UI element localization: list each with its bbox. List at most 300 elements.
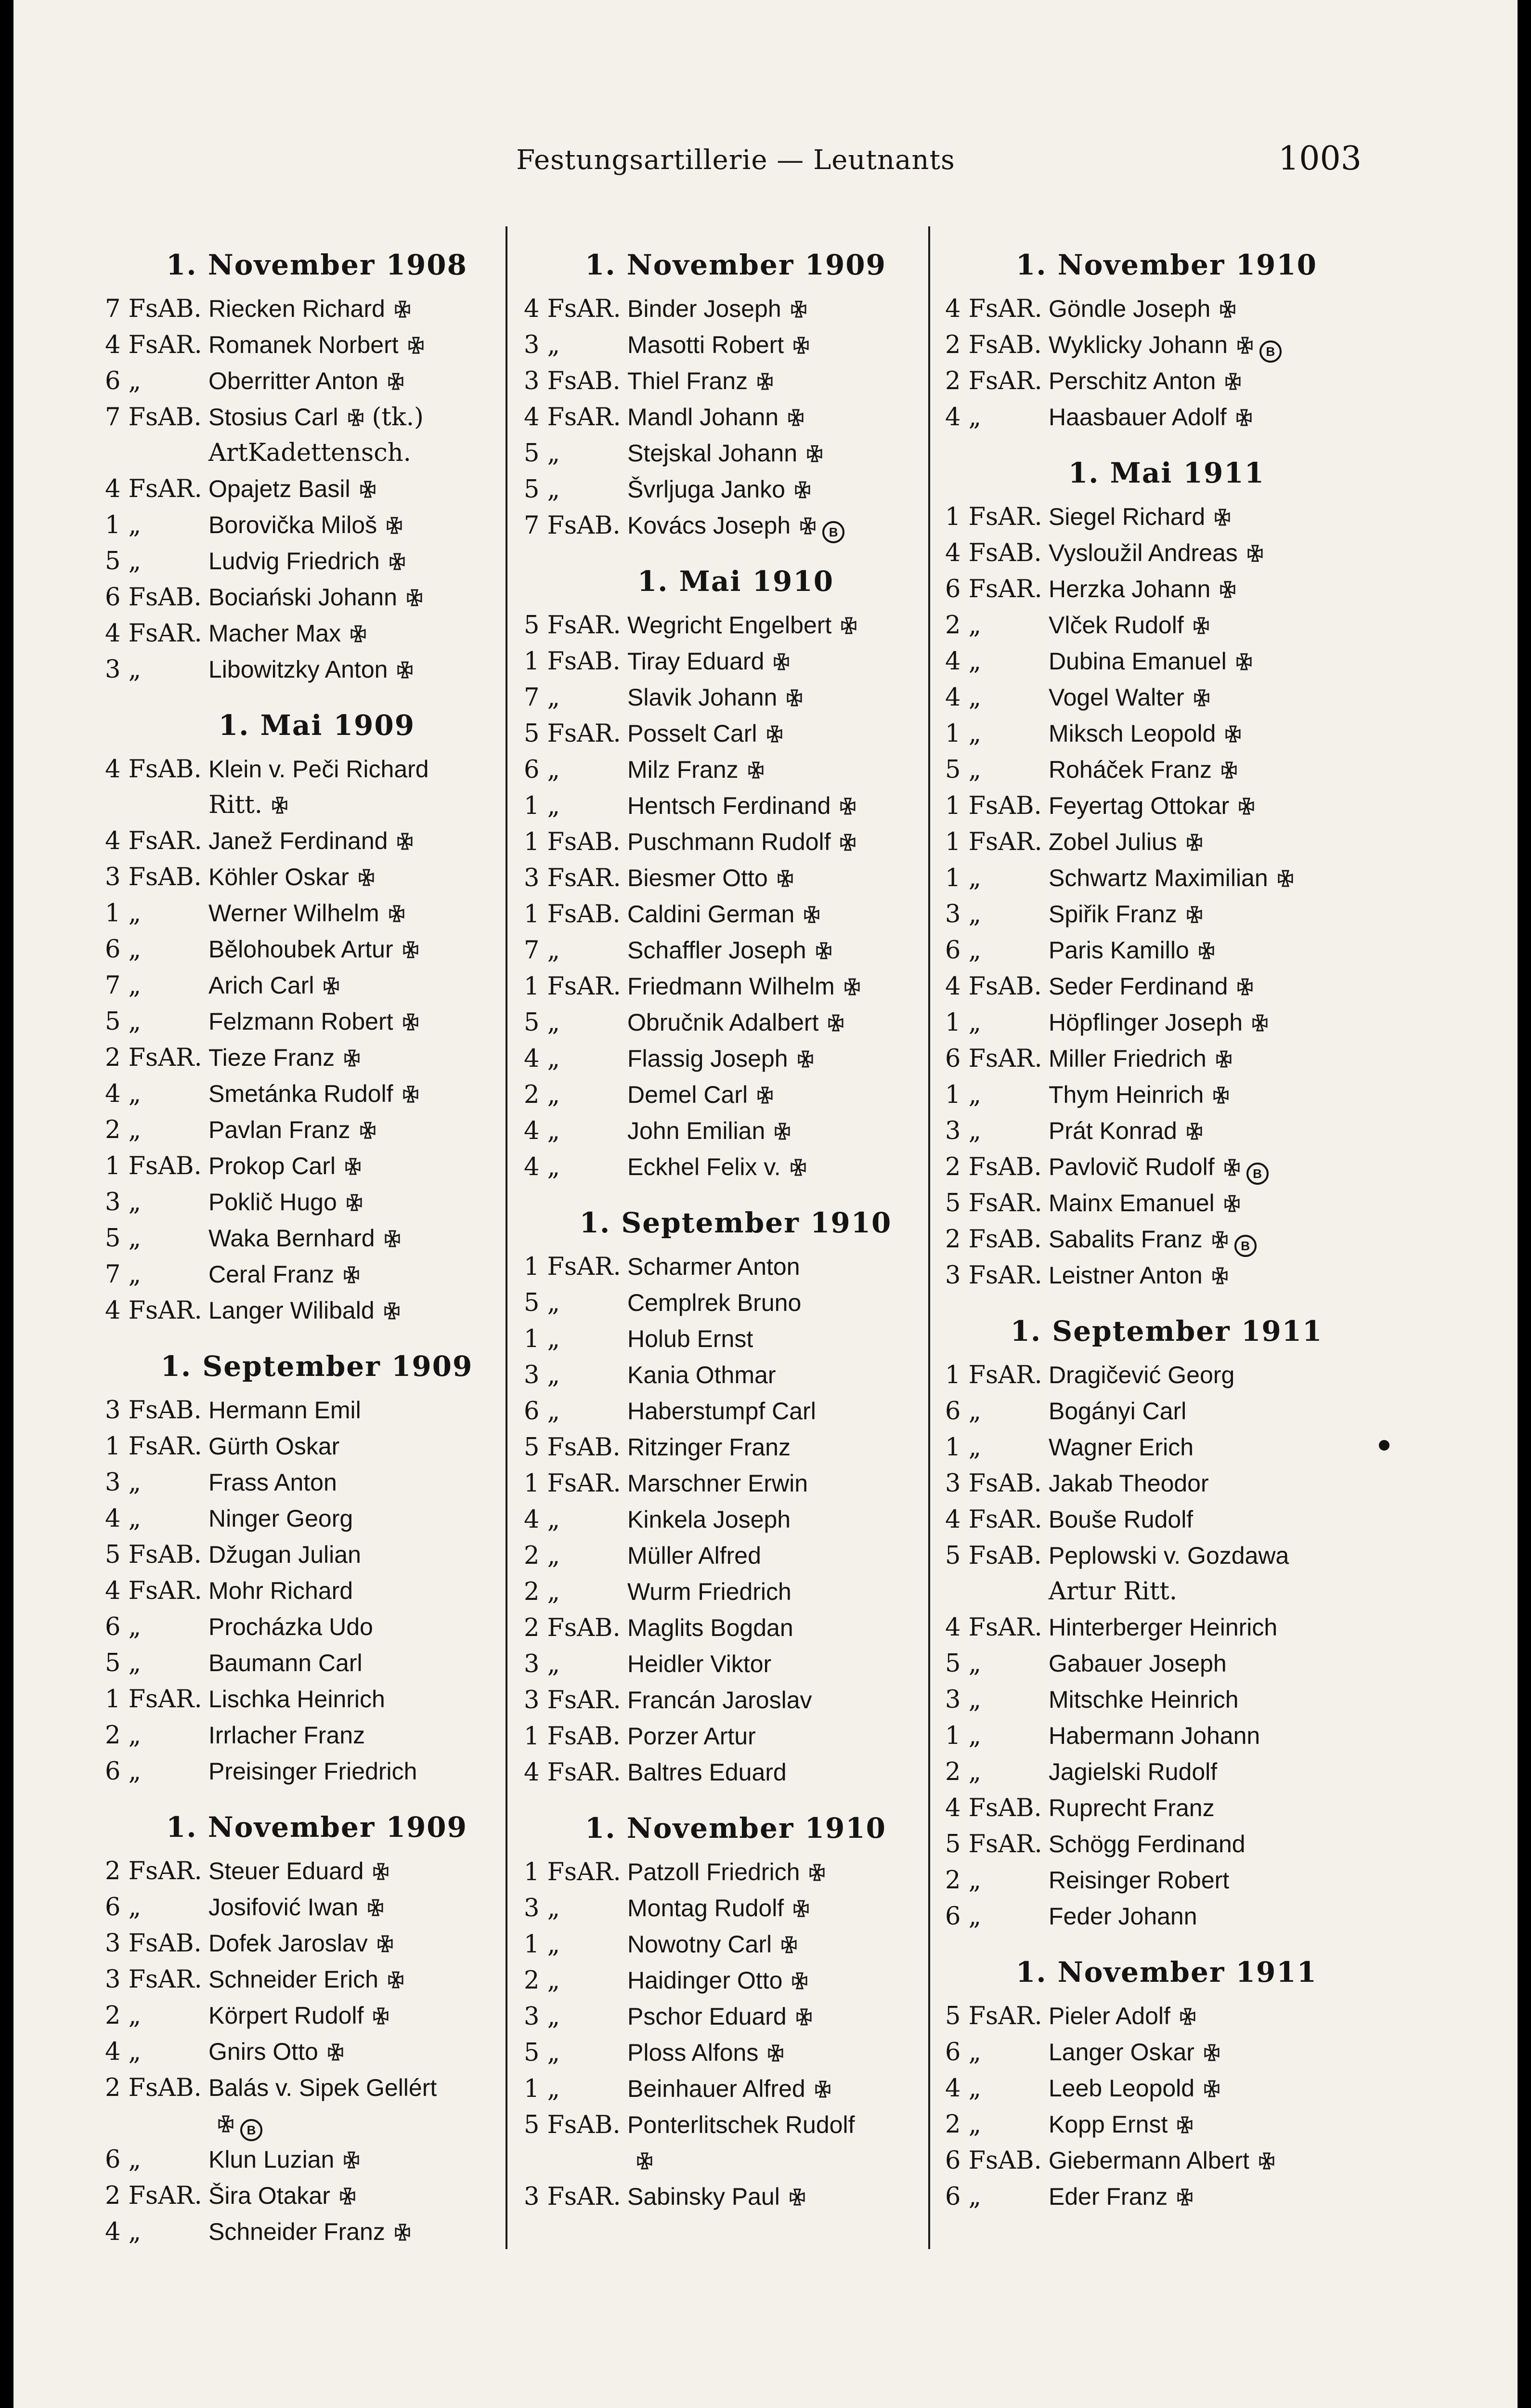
- unit-designation: 2 „: [524, 1578, 560, 1606]
- cross-pattee-icon: [789, 301, 808, 320]
- officer-name: Sabinsky Paul: [627, 2183, 780, 2210]
- officer-entry: [105, 471, 529, 507]
- officer-entry: [945, 1393, 1388, 1429]
- unit-designation: 3 „: [945, 900, 982, 929]
- officer-name: Flassig Joseph: [627, 1045, 788, 1072]
- officer-entry: [945, 716, 1388, 752]
- unit-designation: 4 FsAR.: [524, 1758, 621, 1787]
- officer-entry: [945, 860, 1388, 896]
- officer-entry: [524, 1890, 947, 1926]
- officer-entry: [105, 615, 529, 652]
- cross-pattee-icon: [338, 2187, 357, 2207]
- unit-designation: 1 FsAR.: [524, 1858, 621, 1886]
- unit-designation: 1 „: [524, 1325, 560, 1353]
- cross-pattee-icon: [405, 589, 424, 608]
- officer-name: Gürth Oskar: [208, 1433, 340, 1460]
- officer-name: Giebermann Albert: [1049, 2147, 1249, 2174]
- unit-designation: 1 „: [945, 1008, 982, 1037]
- officer-name: Steuer Eduard: [208, 1858, 364, 1885]
- officer-name: Körpert Rudolf: [208, 2002, 364, 2029]
- page-number: 1003: [1278, 140, 1362, 178]
- unit-designation: 6 FsAR.: [945, 575, 1042, 603]
- unit-designation: 6 „: [945, 2183, 982, 2211]
- officer-name: Francán Jaroslav: [627, 1687, 812, 1714]
- officer-name: Jagielski Rudolf: [1049, 1758, 1218, 1785]
- cross-pattee-icon: [791, 337, 811, 356]
- unit-designation: 2 „: [945, 2110, 982, 2139]
- officer-name: Procházka Udo: [208, 1613, 373, 1640]
- cross-pattee-icon: [794, 2008, 814, 2028]
- officer-entry: [945, 291, 1388, 327]
- section-heading: 1. Mai 1911: [1068, 457, 1265, 489]
- cross-pattee-icon: [790, 1972, 809, 1991]
- officer-entry: [945, 968, 1388, 1005]
- unit-designation: 2 „: [945, 611, 982, 640]
- officer-name: Herzka Johann: [1049, 576, 1211, 602]
- unit-designation: 4 „: [105, 2218, 142, 2246]
- cross-pattee-icon: [779, 1936, 799, 1955]
- unit-designation: 1 „: [945, 1722, 982, 1750]
- unit-designation: 1 FsAR.: [105, 1432, 202, 1461]
- unit-designation: 7 „: [524, 936, 560, 965]
- officer-entry: [524, 1429, 947, 1466]
- officer-name: Pieler Adolf: [1049, 2002, 1170, 2029]
- officer-entry: [945, 1646, 1388, 1682]
- officer-name: Ruprecht Franz: [1049, 1794, 1215, 1821]
- cross-pattee-icon: [755, 373, 775, 392]
- officer-name: Dubina Emanuel: [1049, 648, 1227, 675]
- officer-entry: [105, 895, 529, 931]
- circled-b-icon: B: [1246, 1163, 1269, 1185]
- cross-pattee-icon: [776, 870, 795, 889]
- cross-pattee-icon: [343, 1158, 363, 1177]
- section-heading: 1. November 1909: [166, 1811, 468, 1844]
- section-heading: 1. November 1910: [584, 1812, 887, 1845]
- officer-entry: [105, 2178, 529, 2214]
- unit-designation: 7 FsAB.: [105, 295, 202, 323]
- cross-pattee-icon: [386, 1971, 405, 1990]
- officer-entry: [524, 2107, 947, 2143]
- officer-entry: [524, 1854, 947, 1890]
- book-page: [13, 0, 1518, 2408]
- officer-entry: [105, 2214, 529, 2250]
- unit-designation: 1 FsAR.: [945, 828, 1042, 856]
- officer-entry: [945, 1826, 1388, 1862]
- circled-b-icon: B: [822, 521, 844, 543]
- unit-designation: 6 „: [945, 1902, 982, 1931]
- officer-name: Balás v. Sipek Gellért: [208, 2074, 437, 2101]
- cross-pattee-icon: [789, 1159, 808, 1178]
- cross-pattee-icon: [755, 1086, 775, 1106]
- officer-name: Slavik Johann: [627, 684, 778, 711]
- cross-pattee-icon: [746, 761, 766, 781]
- officer-entry: [105, 1256, 529, 1293]
- unit-designation: 3 „: [105, 1468, 142, 1497]
- unit-designation: 3 FsAR.: [524, 864, 621, 892]
- officer-name: Pavlovič Rudolf: [1049, 1153, 1215, 1180]
- officer-name: Mitschke Heinrich: [1049, 1686, 1239, 1713]
- unit-designation: 4 FsAR.: [524, 295, 621, 323]
- officer-entry: [524, 1999, 947, 2035]
- officer-name: Marschner Erwin: [627, 1470, 808, 1497]
- officer-entry: [105, 751, 529, 787]
- running-title: Festungsartillerie — Leutnants: [516, 144, 955, 176]
- officer-entry: [945, 1502, 1388, 1538]
- officer-name: Haasbauer Adolf: [1049, 404, 1227, 431]
- cross-pattee-icon: [826, 1014, 845, 1034]
- officer-name: Thiel Franz: [627, 367, 748, 394]
- officer-entry: [945, 1077, 1388, 1113]
- officer-name: Vogel Walter: [1049, 684, 1184, 711]
- officer-name: Binder Joseph: [627, 295, 781, 322]
- officer-entry: [105, 327, 529, 363]
- cross-pattee-icon: [371, 1863, 390, 1882]
- cross-pattee-icon: [1210, 1231, 1230, 1250]
- unit-designation: 5 „: [524, 475, 560, 504]
- cross-pattee-icon: [385, 517, 404, 536]
- officer-name: Šira Otakar: [208, 2182, 330, 2209]
- officer-name: Paris Kamillo: [1049, 937, 1189, 964]
- officer-entry: [524, 1926, 947, 1963]
- unit-designation: 3 FsAR.: [524, 1686, 621, 1714]
- officer-entry: [524, 1610, 947, 1646]
- officer-name: Schaffler Joseph: [627, 937, 806, 964]
- cross-pattee-icon: [216, 2115, 235, 2134]
- promotion-date-section: [524, 1204, 947, 1791]
- unit-designation: 3 „: [105, 655, 142, 684]
- unit-designation: 4 „: [524, 1505, 560, 1534]
- unit-designation: 3 FsAR.: [105, 1965, 202, 1994]
- officer-entry: [945, 752, 1388, 788]
- officer-entry: [105, 1853, 529, 1889]
- officer-name: Bogányi Carl: [1049, 1398, 1187, 1425]
- officer-entry: [524, 824, 947, 860]
- unit-designation: 4 FsAR.: [105, 331, 202, 359]
- officer-name: Montag Rudolf: [627, 1895, 784, 1922]
- promotion-date-section: [945, 1953, 1388, 2215]
- unit-designation: 3 FsAB.: [524, 367, 621, 395]
- cross-pattee-icon: [773, 1123, 792, 1142]
- cross-pattee-icon: [326, 2043, 345, 2063]
- officer-entry: [945, 1998, 1388, 2034]
- officer-entry: [105, 1609, 529, 1645]
- officer-name: Beinhauer Alfred: [627, 2075, 805, 2102]
- officer-entry: [105, 2034, 529, 2070]
- officer-name: Ponterlitschek Rudolf: [627, 2111, 855, 2138]
- officer-entry: [524, 1249, 947, 1285]
- cross-pattee-icon: [388, 553, 407, 572]
- officer-name: Ritzinger Franz: [627, 1434, 791, 1461]
- unit-designation: 2 „: [945, 1758, 982, 1786]
- unit-designation: 1 „: [945, 720, 982, 748]
- officer-name: Biesmer Otto: [627, 864, 768, 891]
- officer-name: Irrlacher Franz: [208, 1722, 365, 1749]
- unit-designation: 6 „: [105, 1757, 142, 1786]
- officer-entry: [524, 471, 947, 508]
- section-heading: 1. Mai 1910: [637, 565, 834, 598]
- unit-designation: 1 FsAR.: [945, 1361, 1042, 1389]
- officer-name: Nowotny Carl: [627, 1931, 772, 1958]
- unit-designation: 6 FsAB.: [945, 2146, 1042, 2175]
- officer-name: Masotti Robert: [627, 331, 784, 358]
- officer-entry: [105, 1998, 529, 2034]
- unit-designation: 2 „: [105, 1116, 142, 1144]
- cross-pattee-icon: [1234, 409, 1254, 428]
- officer-name: Ninger Georg: [208, 1505, 353, 1532]
- officer-name: Kania Othmar: [627, 1361, 776, 1388]
- cross-pattee-icon: [393, 301, 412, 320]
- officer-name: Pavlan Franz: [208, 1116, 350, 1143]
- unit-designation: 1 FsAB.: [105, 1152, 202, 1180]
- unit-designation: 2 „: [524, 1542, 560, 1570]
- cross-pattee-icon: [401, 1013, 420, 1033]
- column-1: [105, 246, 529, 2268]
- cross-pattee-icon: [342, 1266, 361, 1285]
- officer-name: Zobel Julius: [1049, 828, 1177, 855]
- officer-entry: [945, 896, 1388, 932]
- officer-name: Leistner Anton: [1049, 1262, 1203, 1289]
- unit-designation: 5 „: [105, 1649, 142, 1677]
- unit-designation: 3 „: [945, 1686, 982, 1714]
- unit-designation: 4 „: [105, 2038, 142, 2066]
- officer-name: Eder Franz: [1049, 2183, 1168, 2210]
- officer-entry: [105, 1392, 529, 1428]
- unit-designation: 3 FsAB.: [945, 1469, 1042, 1498]
- officer-name: Obručnik Adalbert: [627, 1009, 819, 1036]
- unit-designation: 5 FsAR.: [524, 720, 621, 748]
- unit-designation: 3 „: [524, 1894, 560, 1923]
- cross-pattee-icon: [785, 689, 804, 708]
- cross-pattee-icon: [345, 1194, 364, 1213]
- officer-entry: [524, 435, 947, 471]
- cross-pattee-icon: [1257, 2152, 1276, 2172]
- officer-entry: [524, 1285, 947, 1321]
- entry-note: (tk.): [372, 403, 424, 432]
- officer-entry: [524, 1963, 947, 1999]
- officer-name: Janež Ferdinand: [208, 827, 388, 854]
- officer-name: Klein v. Peči Richard: [208, 756, 429, 783]
- cross-pattee-icon: [393, 2224, 412, 2243]
- officer-entry: [945, 399, 1388, 435]
- unit-designation: 4 FsAR.: [945, 1505, 1042, 1534]
- unit-designation: 4 FsAR.: [945, 295, 1042, 323]
- promotion-date-section: [945, 454, 1388, 1294]
- officer-name: Maglits Bogdan: [627, 1614, 793, 1641]
- officer-entry: [524, 1005, 947, 1041]
- unit-designation: 1 „: [524, 2075, 560, 2103]
- officer-entry: [105, 1537, 529, 1573]
- unit-designation: 2 FsAB.: [524, 1614, 621, 1642]
- officer-name: Schögg Ferdinand: [1049, 1831, 1246, 1858]
- officer-name: Haberstumpf Carl: [627, 1398, 816, 1425]
- unit-designation: 2 FsAB.: [945, 1225, 1042, 1254]
- cross-pattee-icon: [1178, 2008, 1197, 2027]
- unit-designation: 1 „: [945, 864, 982, 892]
- officer-name: Dragičević Georg: [1049, 1361, 1235, 1388]
- officer-name: Tieze Franz: [208, 1044, 335, 1071]
- cross-pattee-icon: [1237, 798, 1256, 817]
- section-heading: 1. November 1910: [1015, 249, 1318, 281]
- officer-name: Vysloužil Andreas: [1049, 539, 1238, 566]
- officer-name: Jakab Theodor: [1049, 1470, 1209, 1497]
- officer-entry: [524, 716, 947, 752]
- unit-designation: 4 FsAR.: [105, 827, 202, 855]
- promotion-date-section: [524, 562, 947, 1185]
- unit-designation: 1 „: [524, 1930, 560, 1959]
- unit-designation: 1 „: [105, 511, 142, 539]
- officer-name: Kinkela Joseph: [627, 1506, 791, 1533]
- officer-entry: [524, 2071, 947, 2107]
- officer-name: Haidinger Otto: [627, 1967, 783, 1994]
- unit-designation: 2 „: [524, 1966, 560, 1995]
- column-3: [945, 246, 1388, 2233]
- cross-pattee-icon: [401, 1086, 420, 1105]
- officer-entry: [945, 1149, 1388, 1185]
- ink-dot: [1379, 1440, 1389, 1451]
- officer-name: Bociański Johann: [208, 584, 397, 611]
- officer-entry: [945, 2143, 1388, 2179]
- officer-entry: [945, 788, 1388, 824]
- officer-entry: [945, 535, 1388, 571]
- officer-entry: [945, 824, 1388, 860]
- unit-designation: 3 FsAR.: [945, 1261, 1042, 1290]
- unit-designation: 1 FsAB.: [524, 1722, 621, 1751]
- officer-name: Libowitzky Anton: [208, 656, 388, 683]
- officer-entry: [945, 1718, 1388, 1754]
- officer-entry: [105, 968, 529, 1004]
- unit-designation: 5 „: [524, 1289, 560, 1317]
- officer-entry: [524, 896, 947, 932]
- officer-name: Sabalits Franz: [1049, 1226, 1203, 1253]
- officer-entry: [105, 1925, 529, 1962]
- unit-designation: 1 FsAR.: [945, 503, 1042, 531]
- officer-name: Waka Bernhard: [208, 1225, 375, 1252]
- officer-entry: [524, 1502, 947, 1538]
- officer-entry: [524, 607, 947, 643]
- cross-pattee-icon: [342, 1049, 362, 1069]
- cross-pattee-icon: [1235, 337, 1255, 356]
- officer-name: Posselt Carl: [627, 720, 757, 747]
- officer-entry: [524, 291, 947, 327]
- cross-pattee-icon: [791, 1900, 811, 1919]
- cross-pattee-icon: [349, 625, 368, 644]
- cross-pattee-icon: [766, 2044, 785, 2064]
- circled-b-icon: B: [240, 2119, 262, 2141]
- officer-name: Gabauer Joseph: [1049, 1650, 1227, 1677]
- officer-name: Hinterberger Heinrich: [1049, 1614, 1278, 1641]
- unit-designation: 4 FsAB.: [945, 539, 1042, 567]
- cross-pattee-icon: [383, 1230, 402, 1249]
- officer-name: Miller Friedrich: [1049, 1045, 1207, 1072]
- officer-entry: [945, 1862, 1388, 1898]
- unit-designation: 2 FsAR.: [105, 2182, 202, 2210]
- officer-name: Miksch Leopold: [1049, 720, 1216, 747]
- officer-entry: [524, 1466, 947, 1502]
- promotion-date-section: [105, 1347, 529, 1790]
- cross-pattee-icon: [366, 1899, 385, 1918]
- cross-pattee-icon: [1234, 653, 1254, 672]
- officer-entry: [945, 1682, 1388, 1718]
- officer-name: Baltres Eduard: [627, 1759, 787, 1786]
- cross-pattee-icon: [1202, 2044, 1221, 2063]
- officer-entry: [945, 1041, 1388, 1077]
- officer-entry: [945, 363, 1388, 399]
- cross-pattee-icon: [1175, 2188, 1194, 2208]
- cross-pattee-icon: [838, 798, 857, 817]
- officer-name: Poklič Hugo: [208, 1189, 337, 1216]
- officer-entry: [524, 1718, 947, 1754]
- officer-entry: [105, 363, 529, 399]
- officer-entry: [945, 2034, 1388, 2070]
- officer-entry: [105, 1220, 529, 1256]
- officer-entry: [105, 1428, 529, 1465]
- officer-name: Habermann Johann: [1049, 1722, 1260, 1749]
- officer-name: Stejskal Johann: [627, 440, 798, 467]
- cross-pattee-icon: [788, 2188, 807, 2208]
- officer-name: Preisinger Friedrich: [208, 1758, 417, 1785]
- officer-name: Džugan Julian: [208, 1541, 361, 1568]
- officer-entry: [105, 931, 529, 968]
- unit-designation: 4 FsAB.: [945, 1794, 1042, 1822]
- cross-pattee-icon: [1235, 978, 1255, 997]
- officer-name: Werner Wilhelm: [208, 900, 379, 927]
- officer-name: Feder Johann: [1049, 1903, 1197, 1930]
- officer-name: Pschor Eduard: [627, 2003, 787, 2030]
- officer-name: Scharmer Anton: [627, 1253, 800, 1280]
- unit-designation: 3 „: [524, 331, 560, 359]
- officer-entry: [945, 2070, 1388, 2107]
- officer-name: Wagner Erich: [1049, 1434, 1194, 1461]
- officer-name: Borovička Miloš: [208, 511, 377, 538]
- officer-name: Dofek Jaroslav: [208, 1930, 368, 1957]
- unit-designation: 5 „: [524, 1008, 560, 1037]
- section-heading: 1. September 1911: [1010, 1315, 1323, 1348]
- cross-pattee-icon: [1218, 581, 1237, 600]
- officer-entry: [105, 1573, 529, 1609]
- cross-pattee-icon: [386, 373, 405, 392]
- cross-pattee-icon: [1223, 373, 1243, 392]
- unit-designation: 1 „: [524, 792, 560, 820]
- cross-pattee-icon: [358, 1122, 377, 1141]
- officer-entry: [945, 1538, 1388, 1574]
- cross-pattee-icon: [387, 905, 406, 924]
- unit-designation: 6 FsAR.: [945, 1045, 1042, 1073]
- officer-entry: [524, 1113, 947, 1149]
- continuation-text: ArtKadettensch.: [208, 439, 411, 467]
- officer-name: Macher Max: [208, 620, 341, 647]
- officer-entry: [524, 327, 947, 363]
- officer-name: Baumann Carl: [208, 1649, 363, 1676]
- unit-designation: 5 FsAB.: [524, 2111, 621, 2139]
- officer-entry: [105, 1681, 529, 1717]
- cross-pattee-icon: [1185, 1123, 1204, 1142]
- unit-designation: 5 FsAR.: [945, 2002, 1042, 2030]
- unit-designation: 5 „: [945, 1649, 982, 1678]
- unit-designation: 3 „: [105, 1188, 142, 1217]
- officer-name: Friedmann Wilhelm: [627, 973, 835, 1000]
- officer-name: Perschitz Anton: [1049, 367, 1216, 394]
- officer-entry: [945, 1113, 1388, 1149]
- entry-continuation: [105, 2106, 529, 2142]
- officer-entry: [105, 1501, 529, 1537]
- officer-entry: [945, 1005, 1388, 1041]
- continuation-text: Ritt.: [208, 791, 262, 819]
- officer-entry: [524, 1682, 947, 1718]
- unit-designation: 4 FsAR.: [105, 1577, 202, 1605]
- officer-name: Holub Ernst: [627, 1325, 753, 1352]
- officer-entry: [524, 752, 947, 788]
- officer-name: Smetánka Rudolf: [208, 1080, 393, 1107]
